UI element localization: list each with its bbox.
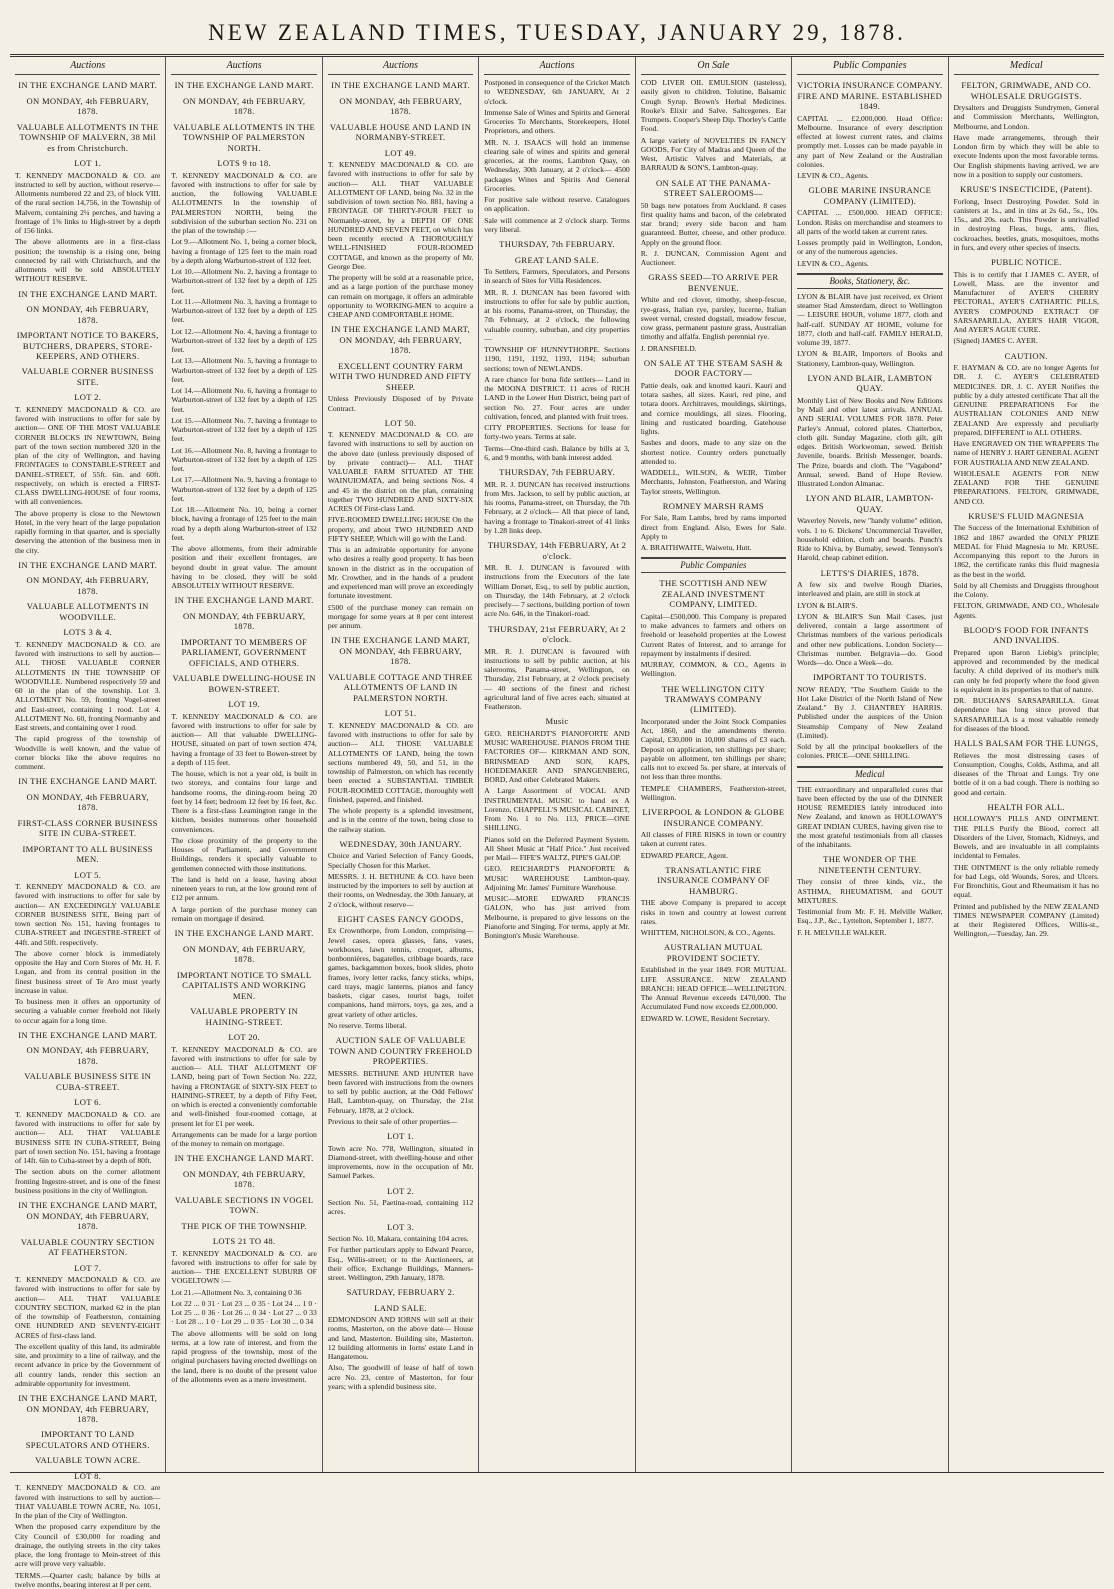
ad-heading: IN THE EXCHANGE LAND MART.: [174, 595, 314, 606]
masthead: NEW ZEALAND TIMES, TUESDAY, JANUARY 29, 1878.: [10, 10, 1104, 57]
ad-paragraph: CITY PROPERTIES. Sections for lease for forty-two years. Terms at sale.: [484, 423, 630, 442]
ad-paragraph: The property will be sold at a reasonable price, and as a large portion of the purchase money can remain on mortgage, it offers an admirable opportunity to WORKING-MEN to acquire a CHEAP AND COMFORTABLE HOME.: [327, 273, 474, 320]
columns: [10, 57, 1104, 1589]
ad-heading: SATURDAY, FEBRUARY 2.: [346, 1287, 455, 1298]
ad-signature: MURRAY, COMMON, & CO., Agents in Wellington.: [640, 660, 787, 679]
ad-heading: ON MONDAY, 4th FEBRUARY, 1878.: [26, 95, 149, 117]
ad-heading: EIGHT CASES FANCY GOODS,: [337, 913, 464, 924]
section-heading: Medical: [797, 766, 942, 782]
ad-heading: THE WELLINGTON CITY TRAMWAYS COMPANY (LIMITED).: [661, 683, 766, 715]
ad-heading: VALUABLE ALLOTMENTS IN THE TOWNSHIP OF MALVERN, 38 Mil es from Christchurch.: [16, 121, 159, 153]
ad-heading: AUSTRALIAN MUTUAL PROVIDENT SOCIETY.: [663, 942, 763, 963]
ad-signature: LEVIN & CO., Agents.: [797, 258, 869, 268]
ad-heading: TRANSATLANTIC FIRE INSURANCE COMPANY OF HAMBURG.: [657, 864, 770, 896]
ad-paragraph: WHOLESALE AGENTS FOR NEW ZEALAND FOR THE GENUINE PREPARATIONS. FELTON, GRIMWADE, AND CO.: [953, 468, 1099, 506]
ad-signature: (Signed) JAMES C. AYER.: [953, 336, 1038, 346]
ad-signature: EDWARD PEARCE, Agent.: [640, 850, 729, 860]
ad-paragraph: The section abuts on the corner allotment fronting Ingestre-street, and is one of the finest business positions in the city of Wellington.: [15, 1167, 161, 1195]
ad-heading: GRASS SEED—TO ARRIVE PER BENVENUE.: [648, 272, 779, 293]
ad-paragraph: TEMPLE CHAMBERS, Featherston-street, Wellington.: [640, 783, 787, 802]
ad-heading: VALUABLE DWELLING-HOUSE IN BOWEN-STREET.: [172, 673, 316, 694]
ad-paragraph: The excellent quality of this land, its admirable site, and proximity to a line of railway, and the recent advance in price by the Government of all country lands, render this section an admirable opportunity for investment.: [15, 1341, 161, 1388]
ad-paragraph: Section No. 10, Makara, containing 104 acres.: [327, 1234, 469, 1243]
ad-paragraph: T. KENNEDY MACDONALD & CO. are favored with instructions to sell by auction— ALL THOSE VALUABLE CORNER ALLOTMENTS IN THE TOWNSHIP OF WOODVILLE. Numbered respectively 59 and 60 in the plan of the township. Lot 3. ALLOTMENT No. 59, fronting Vogel-street and East-street, containing 1 rood. Lot 4. ALLOTMENT No. 60, fronting Normanby and East streets, and containing over 1 rood.: [15, 639, 161, 733]
ad-heading: ON MONDAY, 4th FEBRUARY, 1878.: [26, 575, 149, 596]
ad-heading: LOT 20.: [228, 1032, 260, 1043]
ad-paragraph: Relieves the most distressing cases of Consumption, Coughs, Colds, Asthma, and all diseases of the Throat and Lungs. Try one bottle of it on a bad cough. There is nothing so good and certain.: [953, 750, 1099, 797]
ad-heading: LIVERPOOL & LONDON & GLOBE INSURANCE COMPANY.: [642, 807, 785, 828]
ad-paragraph: The above allotments are in a first-class position; the township is a rising one, being connected by rail with Christchurch, and the allotments will be sold ABSOLUTELY WITHOUT RESERVE.: [15, 237, 161, 284]
ad-heading: ON MONDAY, 4th FEBRUARY, 1878.: [26, 304, 149, 325]
ad-heading: IN THE EXCHANGE LAND MART.: [18, 80, 158, 91]
ad-heading: LOT 19.: [228, 699, 260, 710]
ad-paragraph: The close proximity of the property to the Houses of Parliament, and Government Buildings, renders it specially valuable to gentlemen connected with those institutions.: [171, 835, 317, 873]
ad-heading: LOT 6.: [74, 1097, 102, 1108]
ad-paragraph: Drysalters and Druggists Sundrymen, General and Commission Merchants, Wellington, Melbourne, and London.: [953, 103, 1099, 131]
ad-heading: VALUABLE COTTAGE AND THREE ALLOTMENTS OF LAND IN PALMERSTON NORTH.: [328, 671, 473, 703]
ad-heading: ON MONDAY, 4th FEBRUARY, 1878.: [182, 1168, 306, 1190]
column-6: [792, 57, 948, 1472]
ad-paragraph: No reserve. Terms liberal.: [327, 1020, 407, 1030]
lot-line: Lot 22 ... 0 31 · Lot 23 ... 0 35 · Lot 24 ... 1 0 · Lot 25 ... 0 36 · Lot 26 ... 0 34 · Lot 27 ... 0 33 · Lot 28 ... 1 0 · Lot 29 ... 0 35 · Lot 30 ... 0 34: [171, 1298, 317, 1327]
ad-paragraph: Ex Crownthorpe, from London, comprising— Jewel cases, opera glasses, fans, vases, workboxes, lawn tennis, croquet, albums, bonbonnières, bagatelles, cribbage boards, race games, backgammon boxes, book slides, photo frames, ivory letter racks, fancy sticks, whips, card trays, magic lanterns, pianos and fancy baskets, cigar cases, tourist bags, toilet companions, hand mirrors, toys, ga zes, and a great variety of other articles.: [327, 926, 474, 1019]
ad-paragraph: This is an admirable opportunity for anyone who desires a really good property. It has been known in the district as in the occupation of Mr. Crowther, and in the hands of a prudent and experienced man will prove an exceedingly fortunate investment.: [327, 545, 474, 601]
ad-heading: ROMNEY MARSH RAMS: [662, 500, 765, 511]
column-2: [166, 57, 322, 1472]
ad-paragraph: T. KENNEDY MACDONALD & CO. are instructed to sell by auction, without reserve— Allotments numbered 22 and 23, of block VIII. of the rural section 14,756, in the Township of Malvern, containing 2¼ perches, and having a frontage of 1⅝ links to High-street by a depth of 156 links.: [15, 170, 161, 236]
ad-paragraph: Postponed in consequence of the Cricket Match to WEDNESDAY, 6th JANUARY, At 2 o'clock.: [484, 78, 630, 106]
ad-heading: EXCELLENT COUNTRY FARM WITH TWO HUNDRED AND FIFTY SHEEP.: [329, 360, 472, 392]
ad-heading: IN THE EXCHANGE LAND MART.: [331, 80, 471, 91]
ad-heading: THE SCOTTISH AND NEW ZEALAND INVESTMENT COMPANY, LIMITED.: [659, 578, 768, 610]
ad-heading: ON MONDAY, 4th FEBRUARY, 1878.: [182, 943, 306, 965]
ad-paragraph: Section No. 51, Paetina-road, containing 112 acres.: [327, 1198, 474, 1217]
ad-paragraph: TERMS.—Quarter cash; balance by bills at twelve months, bearing interest at 8 per cent.: [15, 1570, 161, 1589]
ad-paragraph: Capital—£500,000. This Company is prepared to make advances to farmers and others on freehold or leasehold properties at the Lowest Current Rates of Interest, and to arrange for repayment by instalments if desired.: [640, 611, 787, 658]
ad-heading: VALUABLE CORNER BUSINESS SITE.: [21, 366, 154, 387]
ad-paragraph: This is to certify that I JAMES C. AYER, of Lowell, Mass. are the inventor and Manufacturer of AYER'S CHERRY PECTORAL, AYER'S CATHARTIC PILLS, AYER'S COMPOUND EXTRACT OF SARSAPARILLA, AYER'S HAIR VIGOR, And AYER'S AGUE CURE.: [953, 269, 1099, 335]
ad-heading: PUBLIC NOTICE.: [990, 257, 1062, 268]
ad-heading: LYON AND BLAIR, LAMBTON QUAY.: [807, 372, 933, 394]
ad-paragraph: Town acre No. 778, Wellington, situated in Diamond-street, with dwelling-house and other improvements, now in the occupation of Mr. Samuel Parkes.: [327, 1143, 474, 1181]
ad-heading: ON SALE AT THE STEAM SASH & DOOR FACTORY—: [643, 357, 783, 379]
ad-paragraph: When the proposed carry expenditure by the City Council of £30,000 for roading and drainage, the outlying streets in the city takes place, the long frontage to Mein-street of this acre will prove very valuable.: [15, 1522, 161, 1569]
ad-heading: LOT 2.: [387, 1185, 415, 1196]
ad-heading: ON MONDAY, 4th FEBRUARY, 1878.: [26, 791, 149, 813]
ad-paragraph: LYON & BLAIR'S Sun Mail Cases, just delivered, contain a large assortment of Christmas numbers of the various periodicals and other new publications. London Society—Christmas number. Belgravia—do. Good Words—do. Once a Week—do.: [797, 611, 943, 667]
section-heading: Public Companies: [641, 557, 786, 573]
ad-paragraph: T. KENNEDY MACDONALD & CO. are favored with instructions to offer for sale by auction— ONE OF THE MOST VALUABLE CORNER BLOCKS IN NEWTOWN, Being part of the town section numbered 320 in the plan of the city of Wellington, and having FRONTAGES to CONSTABLE-STREET and DANIEL-STREET, of 55ft. 6in. and 60ft. respectively, on which is erected a FIRST-CLASS DWELLING-HOUSE of four rooms, with all conveniences.: [15, 404, 161, 507]
ad-heading: IN THE EXCHANGE LAND MART, ON MONDAY, 4th FEBRUARY, 1878.: [18, 1200, 158, 1232]
ad-paragraph: Pianos sold on the Deferred Payment System. All Sheet Music at "Half Price." Just received per Mail— FIFE'S WALTZ, PIPE'S GALOP.: [484, 834, 630, 863]
ad-heading: VALUABLE SECTIONS IN VOGEL TOWN.: [174, 1194, 314, 1216]
ad-paragraph: To business men it offers an opportunity of securing a valuable corner freehold not likely to occur again for a long time.: [15, 997, 161, 1025]
ad-heading: FIRST-CLASS CORNER BUSINESS SITE IN CUBA-STREET.: [17, 817, 158, 839]
ad-heading: ON SALE AT THE PANAMA-STREET SALEROOMS—: [655, 177, 771, 199]
ad-paragraph: The rapid progress of the township of Woodville is well known, and the value of corner blocks like the above requires no comment.: [15, 734, 161, 772]
ad-paragraph: THE above Company is prepared to accept risks in town and country at lowest current rates.: [640, 898, 787, 926]
ad-heading: VALUABLE COUNTRY SECTION AT FEATHERSTON.: [20, 1236, 155, 1258]
ad-heading: THURSDAY, 14th FEBRUARY, At 2 o'clock.: [487, 540, 627, 561]
ad-paragraph: Terms—One-third cash. Balance by bills at 3, 6, and 9 months, with bank interest added.: [484, 443, 630, 462]
ad-heading: KRUSE'S INSECTICIDE, (Patent).: [960, 184, 1093, 195]
ad-paragraph: MUSIC—MORE EDWARD FRANCIS GALON, who has just arrived from Melbourne, is prepared to give lessons on the Pianoforte and Singing. For terms, apply at Mr. Bonington's Music Warehouse.: [484, 894, 630, 941]
ad-paragraph: Sale will commence at 2 o'clock sharp. Terms very liberal.: [484, 215, 630, 234]
ad-paragraph: EDMONDSON AND IORNS will sell at their rooms, Masterton, on the above date— House and land, Masterton. Building site, Masterton. 12 building allotments in Iorns' estate Land in Hangatemou.: [327, 1315, 474, 1362]
ad-heading: VICTORIA INSURANCE COMPANY. FIRE AND MARINE. ESTABLISHED 1849.: [797, 80, 943, 112]
ad-paragraph: DR. BUCHAN'S SARSAPARILLA. Great dependence has long since proved that SARSAPARILLA is a most valuable remedy for diseases of the blood.: [953, 696, 1099, 733]
ad-paragraph: All classes of FIRE RISKS in town or country taken at current rates.: [640, 830, 787, 849]
ad-heading: GLOBE MARINE INSURANCE COMPANY (LIMITED).: [808, 185, 932, 206]
ad-signature: EDWARD W. LOWE, Resident Secretary.: [640, 1013, 770, 1023]
ad-heading: LOTS 21 TO 48.: [212, 1236, 276, 1247]
ad-heading: VALUABLE HOUSE AND LAND IN NORMANBY-STREET.: [329, 121, 472, 143]
ad-paragraph: CAPITAL ... £500,000. HEAD OFFICE: London. Risks on merchandise and steamers to all parts of the world taken at current rates.: [797, 208, 943, 236]
ad-signature: LEVIN & CO., Agents.: [797, 171, 869, 181]
ad-heading: THE WONDER OF THE NINETEENTH CENTURY.: [818, 854, 922, 875]
ad-paragraph: MR. R. J. DUNCAN is favoured with instructions to sell by public auction, at his salerooms, Panama-street, Wellington, on Thursday, 21st February, at 2 o'clock precisely— 40 sections of the finest and richest agricultural land of five acres each, situated at Featherston.: [484, 646, 630, 712]
lot-line: Lot 12.—Allotment No. 4, having a frontage to Warburton-street of 132 feet by a depth of 125 feet.: [171, 326, 317, 355]
ad-heading: LOTS 9 to 18.: [217, 158, 271, 169]
ad-paragraph: Previous to their sale of other properties—: [327, 1116, 458, 1126]
ad-heading: WEDNESDAY, 30th JANUARY.: [339, 838, 462, 849]
ad-heading: BLOOD'S FOOD FOR INFANTS AND INVALIDS.: [963, 624, 1089, 646]
ad-paragraph: LYON & BLAIR have just received, ex Orient steamer Stad Amsterdam, direct to Wellington— LEISURE HOUR, volume 1877, cloth and half-calf. SUNDAY AT HOME, volume for 1877, cloth and half-calf. FAMILY HERALD, volume 39, 1877.: [797, 291, 943, 348]
ad-paragraph: Prepared upon Baron Liebig's principle; approved and recommended by the medical faculty. A child deprived of its mother's milk can only be fed properly where the food given is equivalent in its properties to that of nature.: [953, 647, 1099, 694]
ad-paragraph: T. KENNEDY MACDONALD & CO. are favored with instructions to offer for sale by auction— All that valuable DWELLING-HOUSE, situated on part of town section 474, having a frontage of 33 feet to Bowen-street by a depth of 115 feet.: [171, 711, 317, 767]
ad-paragraph: T. KENNEDY MACDONALD & CO. are favored with instructions to offer for sale by auction, the following VALUABLE ALLOTMENTS In the township of PALMERSTON NORTH, being the subdivision of the suburban section No. 231 on the plan of the township :—: [171, 170, 317, 236]
ad-heading: IMPORTANT NOTICE TO BAKERS, BUTCHERS, DRAPERS, STORE-KEEPERS, AND OTHERS.: [16, 330, 159, 361]
ad-heading: AUCTION SALE OF VALUABLE TOWN AND COUNTRY FREEHOLD PROPERTIES.: [328, 1035, 473, 1067]
ad-heading: LOT 3.: [387, 1221, 415, 1232]
column-heading: Auctions: [484, 57, 629, 75]
ad-paragraph: MR. R. J. DUNCAN is favoured with instructions from the Executors of the late William Dorset, Esq., to sell by public auction, on Thursday, the 14th February, at 2 o'clock precisely— 7 sections, building portion of town acre No. 646, in the Tinakori-road.: [484, 563, 630, 619]
ad-heading: VALUABLE BUSINESS SITE IN CUBA-STREET.: [24, 1071, 152, 1092]
ad-heading: ON MONDAY, 4th FEBRUARY, 1878.: [182, 95, 306, 117]
ad-heading: VALUABLE TOWN ACRE.: [35, 1455, 141, 1466]
ad-paragraph: The above corner block is immediately opposite the Hay and Corn Stores of Mr. H. F. Logan, and from its central position in the finest business street of Te Aro must yearly increase in value.: [15, 948, 161, 995]
lot-line: Lot 14.—Allotment No. 6, having a frontage to Warburton-street of 132 feet by a depth of 125 feet.: [171, 386, 317, 414]
ad-paragraph: MESSRS. J. H. BETHUNE & CO. have been instructed by the importers to sell by auction at their rooms, on Wednesday, the 30th January, at 2 o'clock, without reserve—: [327, 871, 474, 909]
ad-paragraph: For further particulars apply to Edward Pearce, Esq., Willis-street; or to the Auctioneers, at their office, Exchange Buildings, Manners-street. Wellington, 29th January, 1878.: [327, 1245, 474, 1282]
ad-signature: LYON & BLAIR, Importers of Books and Stationery, Lambton-quay, Wellington.: [797, 349, 943, 368]
ad-heading: LOT 1.: [74, 158, 102, 169]
ad-paragraph: THE OINTMENT is the only reliable remedy for bad Legs, old Wounds, Sores, and Ulcers. For Bronchitis, Gout and Rheumatism it has no equal.: [953, 862, 1099, 900]
ad-heading: IN THE EXCHANGE LAND MART, ON MONDAY, 4th FEBRUARY, 1878.: [331, 324, 471, 356]
ad-paragraph: The land is held on a lease, having about nineteen years to run, at the low ground rent of £12 per annum.: [171, 874, 317, 903]
ad-heading: LYON AND BLAIR, LAMBTON-QUAY.: [805, 493, 934, 514]
ad-heading: LOT 51.: [384, 708, 417, 719]
ad-paragraph: A few six and twelve Rough Diaries, interleaved and plain, are still in stock at: [797, 580, 943, 599]
ad-heading: LOT 50.: [384, 417, 417, 428]
lot-line: Lot 13.—Allotment No. 5, having a frontage to Warburton-street of 132 feet by a depth of 125 feet.: [171, 356, 317, 384]
lot-line: Lot 16.—Allotment No. 8, having a frontage to Warburton-street of 132 feet by a depth of 125 feet.: [171, 445, 317, 474]
ad-paragraph: NOW READY, "The Southern Guide to the Hot Lake District of the North Island of New Zealand." By J. CHANTREY HARRIS. Published under the auspices of the Union Steamship Company of New Zealand (Limited).: [797, 684, 943, 740]
ad-heading: IN THE EXCHANGE LAND MART, ON MONDAY, 4th FEBRUARY, 1878.: [18, 1393, 158, 1424]
ad-paragraph: Testimonial from Mr. F. H. Melville Walker, Esq., J.P., &c., Lyttelton, September 1, 1877.: [797, 907, 943, 926]
ad-paragraph: Sashes and doors, made to any size on the shortest notice. Country orders punctually attended to.: [640, 438, 787, 466]
ad-paragraph: The whole property is a splendid investment, and is in the centre of the town, being close to the railway station.: [327, 806, 474, 834]
ad-paragraph: T. KENNEDY MACDONALD & CO. are favored with instructions to offer for sale by auction— ALL THOSE VALUABLE ALLOTMENTS OF LAND, being the town sections numbered 49, 50, and 51, in the township of Palmerston, on which has recently been erected a SUBSTANTIAL TIMBER FOUR-ROOMED COTTAGE, thoroughly well finished, papered, and finished.: [327, 720, 474, 804]
column-7: [949, 57, 1104, 1472]
ad-paragraph: T. KENNEDY MACDONALD & CO. are favored with instructions to sell by auction on the above date (unless previously disposed of by private contract)— ALL THAT VALUABLE FARM SITUATED AT THE WAINUIOMATA, and being sections Nos. 4 and 45 in the district on the plan, containing together TWO HUNDRED AND SIXTY-SIX ACRES Of First-class Land.: [327, 430, 474, 514]
ad-heading: LOT 1.: [387, 1131, 415, 1142]
lot-line: Lot 21.—Allotment No. 3, containing 0 36: [171, 1287, 302, 1297]
column-heading: Public Companies: [797, 57, 942, 75]
ad-paragraph: Waverley Novels, new "handy volume" edition, vols. 1 to 6. Dickens' Uncommercial Traveller, household edition, cloth and boards. Punch's Ride to Khiva, by Burnaby, sewed. Tennyson's Harold, cheap cabinet edition.: [797, 516, 943, 563]
ad-paragraph: A rare chance for bona fide settlers— Land in the MOONA DISTRICT. 11 acres of RICH LAND in the Lower Hutt District, being part of section No. 27. Four acres are under cultivation, fenced, and planted with fruit trees.: [484, 374, 630, 421]
ad-paragraph: Arrangements can be made for a large portion of the money to remain on mortgage.: [171, 1129, 317, 1149]
ad-heading: IMPORTANT TO LAND SPECULATORS AND OTHERS.: [25, 1429, 150, 1450]
ad-paragraph: 50 bags new potatoes from Auckland. 8 cases first quality hams and bacon, of the celebrated star brand; every side bacon and ham guaranteed. Butter, cheese, and other produce. Apply on the ground floor.: [640, 200, 787, 247]
ad-paragraph: The above allotments will be sold on long terms, at a low rate of interest, and from the rapid progress of the township, most of the original purchasers having erected dwellings on the land, there is no doubt of the present value of the allotments even as a mere investment.: [171, 1328, 317, 1384]
ad-paragraph: T. KENNEDY MACDONALD & CO. are favored with instructions to offer for sale by auction— ALL THAT ALLOTMENT OF LAND, being part of Town Section No. 222, having a FRONTAGE of SIXTY-SIX FEET to HAINING-STREET, by a depth of Fifty Feet, on which is erected a conveniently comfortable and well-finished four-roomed cottage, at present let for £1 per week.: [171, 1044, 317, 1128]
ad-heading: GREAT LAND SALE.: [514, 254, 600, 265]
ad-paragraph: CAPITAL ... £2,000,000. Head Office: Melbourne. Insurance of every description effected at lowest current rates, and claims promptly met. Losses can be made payable in any part of New Zealand or the Australian colonies.: [797, 113, 943, 169]
ad-heading: IN THE EXCHANGE LAND MART.: [18, 776, 158, 787]
ad-signature: R. J. DUNCAN, Commission Agent and Auctioneer.: [640, 248, 787, 268]
lot-line: Lot 11.—Allotment No. 3, having a frontage to Warburton-street of 132 feet by a depth of 125 feet.: [171, 296, 317, 325]
ad-heading: THE PICK OF THE TOWNSHIP.: [181, 1220, 307, 1231]
column-5: [636, 57, 792, 1472]
column-4: [479, 57, 635, 1472]
ad-heading: CAUTION.: [1004, 350, 1048, 361]
ad-heading: IN THE EXCHANGE LAND MART, ON MONDAY, 4th FEBRUARY, 1878.: [331, 635, 471, 667]
ad-paragraph: The above property is close to the Newtown Hotel, in the very heart of the large population rapidly forming in that quarter, and is specially deserving the attention of the business men in the city.: [15, 508, 161, 555]
ad-signature: WHITTEM, NICHOLSON, & CO., Agents.: [640, 928, 776, 938]
ad-heading: LOT 49.: [384, 147, 417, 158]
ad-heading: VALUABLE ALLOTMENTS IN WOODVILLE.: [26, 601, 149, 622]
ad-paragraph: Established in the year 1849. FOR MUTUAL LIFE ASSURANCE. NEW ZEALAND BRANCH: HEAD OFFICE—WELLINGTON. The Annual Revenue exceeds £470,000. The Accumulated Fund now exceeds £2,000,000.: [640, 965, 787, 1012]
ad-paragraph: Unless Previously Disposed of by Private Contract.: [327, 394, 474, 413]
ad-heading: ON MONDAY, 4th FEBRUARY, 1878.: [26, 1045, 149, 1066]
ad-paragraph: T. KENNEDY MACDONALD & CO. are favored with instructions to offer for sale by auction— AN EXCEEDINGLY VALUABLE CORNER BUSINESS SITE, Being part of town section No. 151, having frontages to CUBA-STREET and INGESTRE-STREET of 44ft. and 50ft. respectively.: [15, 882, 161, 947]
ad-heading: HEALTH FOR ALL.: [987, 801, 1065, 812]
ad-heading: IMPORTANT NOTICE TO SMALL CAPITALISTS AND WORKING MEN.: [176, 969, 312, 1001]
ad-heading: IN THE EXCHANGE LAND MART.: [174, 928, 314, 939]
column-heading: On Sale: [641, 57, 786, 75]
ad-paragraph: T. KENNEDY MACDONALD & CO. are favored with instructions to offer for sale by auction— ALL THAT VALUABLE ALLOTMENT OF LAND, being No. 32 in the subdivision of town section No. 881, having a FRONTAGE OF THIRTY-FOUR FEET to Normanby-street, by a DEPTH OF ONE HUNDRED AND SEVEN FEET, on which has been recently erected A THOROUGHLY WELL-FINISHED FOUR-ROOMED COTTAGE, and known as the property of Mr. George Dee.: [327, 160, 474, 271]
ad-paragraph: T. KENNEDY MACDONALD & CO. are favored with instructions to offer for sale by auction— ALL THAT VALUABLE BUSINESS SITE IN CUBA-STREET, Being part of town section No. 151, having a frontage of 14ft. 6in to Cuba-street by a depth of 80ft.: [15, 1109, 161, 1166]
ad-heading: LOT 7.: [74, 1262, 102, 1273]
ad-paragraph: T. KENNEDY MACDONALD & CO. are favored with instructions to offer for sale by auction— THE EXCELLENT SUBURB OF VOGELTOWN :—: [171, 1248, 317, 1286]
ad-paragraph: White and red clover, timothy, sheep-fescue, rye-grass, Italian rye, parsley, lucerne, Italian sweet vernal, crested dogstail, meadow fescue, cow grass, permanent pasture grass, Australian timothy and alfalfa. English perennial rye.: [640, 295, 787, 342]
section-heading: Books, Stationery, &c.: [797, 273, 942, 289]
column-heading: Auctions: [15, 57, 160, 75]
ad-heading: LOT 5.: [74, 869, 102, 880]
newspaper-page: [10, 10, 1104, 1589]
ad-heading: ON MONDAY, 4th FEBRUARY, 1878.: [182, 610, 306, 632]
ad-paragraph: Monthly List of New Books and New Editions by Mail and other latest arrivals. ANNUAL AND SERIAL VOLUMES FOR 1878. Peter Parley's Annual, colored plates. Chatterbox, cloth gilt. Sunday Magazine, cloth gilt, gilt edges. British Workwoman, sewed. British Juvenile, boards. British Messenger, boards. The Prize, boards and cloth. The "Vagabond" Annual, sewed. Band of Hope Review. Illustrated London Almanac.: [797, 395, 943, 489]
ad-paragraph: MESSRS. BETHUNE AND HUNTER have been favored with instructions from the owners to sell by public auction, at the Odd Fellows' Hall, Lambton-quay, on Thursday, the 21st February, 1878, at 2 o'clock.: [327, 1068, 474, 1115]
ad-paragraph: Losses promptly paid in Wellington, London, or any of the numerous agencies.: [797, 238, 943, 257]
ad-paragraph: Have ENGRAVED ON THE WRAPPERS The name of HENRY J. HART GENERAL AGENT FOR AUSTRALIA AND NEW ZEALAND.: [953, 439, 1099, 467]
ad-paragraph: Incorporated under the Joint Stock Companies Act, 1860, and the amendments thereto. Capital, £30,000 in 10,000 shares of £3 each. Deposit on application, ten shillings per share; payable on allotment, ten shillings per share; calls not to exceed 5s. per share, at intervals of not less than three months.: [640, 716, 787, 782]
lot-line: Lot 15.—Allotment No. 7, having a frontage to Warburton-street of 132 feet by a depth of 125 feet.: [171, 415, 317, 444]
ad-paragraph: For positive sale without reserve. Catalogues on application.: [484, 195, 630, 214]
ad-heading: THURSDAY, 7th FEBRUARY.: [499, 239, 615, 250]
ad-signature: A. BRAITHWAITE, Waiwetu, Hutt.: [640, 543, 752, 553]
ad-paragraph: THE extraordinary and unparalleled cures that have been effected by the use of the DINNER HOUSE REMEDIES lately introduced into New Zealand, and known as HOLLOWAY'S GREAT INDIAN CURES, having given rise to the most grateful testimonials from all classes of the inhabitants.: [797, 784, 943, 850]
ad-paragraph: FIVE-ROOMED DWELLING HOUSE On the property, and about TWO HUNDRED AND FIFTY SHEEP, Which will go with the Land.: [327, 515, 474, 543]
lot-line: Lot 10.—Allotment No. 2, having a frontage to Warburton-street of 132 feet by a depth of 125 feet.: [171, 267, 317, 295]
ad-paragraph: Sold by all the principal booksellers of the colonies. PRICE—ONE SHILLING.: [797, 742, 943, 761]
ad-heading: IN THE EXCHANGE LAND MART.: [174, 1153, 314, 1164]
ad-paragraph: MR. R. J. DUNCAN has been favored with instructions to offer for sale by public auction, at his rooms, Panama-street, on Thursday, the 7th February, at 2 o'clock, the following valuable country, suburban, and city properties—: [484, 287, 630, 343]
ad-heading: IMPORTANT TO MEMBERS OF PARLIAMENT, GOVERNMENT OFFICIALS, AND OTHERS.: [180, 636, 308, 668]
ad-heading: IN THE EXCHANGE LAND MART.: [18, 1029, 158, 1040]
ad-heading: LETTS'S DIARIES, 1878.: [820, 567, 920, 578]
ad-heading: IN THE EXCHANGE LAND MART.: [174, 80, 314, 91]
column-1: [10, 57, 166, 1589]
ad-paragraph: They consist of three kinds, viz., the ASTHMA, RHEUMATISM, and GOUT MIXTURES.: [797, 877, 943, 905]
ad-paragraph: Printed and published by the NEW ZEALAND TIMES NEWSPAPER COMPANY (Limited) at their Registered Offices, Willis-st., Wellington,—Tuesday, Jan. 29.: [953, 901, 1099, 939]
ad-paragraph: F. HAYMAN & CO. are no longer Agents for DR. J. C. AYER'S CELEBRATED MEDICINES. DR. J. C. AYER Notifies the public by a duly attested certificate That all the GENUINE PREPARATIONS For the AUSTRALIAN COLONIES AND NEW ZEALAND Are expressly and peculiarly prepared, DIFFERENT to ALL OTHERS.: [953, 363, 1099, 437]
ad-paragraph: A large portion of the purchase money can remain on mortgage if desired.: [171, 904, 317, 923]
ad-paragraph: £500 of the purchase money can remain on mortgage for some years at 8 per cent interest per annum.: [327, 602, 474, 631]
ad-paragraph: To Settlers, Farmers, Speculators, and Persons in search of Sites for Villa Residences.: [484, 267, 630, 286]
ad-heading: IN THE EXCHANGE LAND MART.: [18, 288, 158, 299]
ad-heading: KRUSE'S FLUID MAGNESIA: [968, 510, 1085, 521]
ad-heading: THURSDAY, 21st FEBRUARY, At 2 o'clock.: [488, 623, 626, 645]
ad-paragraph: TOWNSHIP OF HUNNYTHORPE. Sections 1190, 1191, 1192, 1193, 1194; suburban sections; town of NEWLANDS.: [484, 345, 630, 373]
lot-line: Lot 9.—Allotment No. 1, being a corner block, having a frontage of 125 feet to the main road by a depth along Warburton-street of 132 feet.: [171, 237, 317, 265]
ad-paragraph: Choice and Varied Selection of Fancy Goods, Specially Chosen for this Market.: [327, 851, 474, 870]
ad-heading: VALUABLE PROPERTY IN HAINING-STREET.: [190, 1006, 298, 1027]
ad-heading: Music: [545, 716, 569, 727]
ad-paragraph: MR. R. J. DUNCAN has received instructions from Mrs. Jackson, to sell by public auction, at his rooms, Panama-street, on Thursday, the 7th February, at 2 o'clock— All that piece of land, having a frontage to Tinakori-street of 41 links by 1.28 links deep.: [484, 479, 630, 535]
ad-paragraph: T. KENNEDY MACDONALD & CO. are favored with instructions to sell by auction— THAT VALUABLE TOWN ACRE, No. 1051, In the plan of the City of Wellington.: [15, 1483, 161, 1521]
ad-paragraph: Forlong, Insect Destroying Powder. Sold in canisters at 1s., and in tins at 2s 6d., 5s., 10s. 15s., and 20s. each. This Powder is unrivalled in destroying Fleas, bugs, ants, flies, cockroaches, beetles, gnats, mosquitoes, moths in furs, and every other species of insects.: [953, 196, 1099, 252]
ad-heading: THURSDAY, 7th FEBRUARY.: [499, 467, 615, 478]
ad-paragraph: The Success of the International Exhibition of 1862 and 1867 awarded the ONLY PRIZE MEDAL for Fluid Magnesia to Mr. KRUSE. Accompanying this report to the Jurors in 1862, the certificate ranks this fluid magnesia as the best in the world.: [953, 523, 1099, 579]
ad-paragraph: MR. N. J. ISAACS will hold an immense clearing sale of wines and spirits and general groceries, at the rooms, Lambton Quay, on Wednesday, 30th January, at 2 o'clock— 4500 packages Wines and Spirits And General Groceries.: [484, 137, 630, 193]
ad-signature: WADDELL, WILSON, & WEIR, Timber Merchants, Johnston, Featherston, and Waring Taylor streets, Wellington.: [640, 468, 787, 496]
column-heading: Auctions: [171, 57, 316, 75]
ad-paragraph: HOLLOWAY'S PILLS AND OINTMENT. THE PILLS Purify the Blood, correct all Disorders of the Liver, Stomach, Kidneys, and Bowels, and are invaluable in all complaints incidental to Females.: [953, 814, 1099, 861]
ad-paragraph: Sold by all Chemists and Druggists throughout the Colony.: [953, 580, 1099, 600]
column-heading: Auctions: [328, 57, 473, 75]
ad-heading: VALUABLE ALLOTMENTS IN THE TOWNSHIP OF PALMERSTON NORTH.: [173, 121, 316, 153]
ad-heading: HALLS BALSAM FOR THE LUNGS,: [954, 738, 1099, 749]
ad-heading: LOT 2.: [74, 392, 102, 403]
ad-signature: F. H. MELVILLE WALKER.: [797, 927, 887, 937]
ad-paragraph: A Large Assortment of VOCAL AND INSTRUMENTAL MUSIC to hand ex A Lorenzo, CHAPPELL'S MUSICAL CABINET, From No. 1 to No. 113, PRICE—ONE SHILLING.: [484, 786, 630, 833]
ad-paragraph: The above allotments, from their admirable position and their excellent frontages, are beyond doubt in great value. The amount having to be closed, they will be sold ABSOLUTELY WITHOUT RESERVE.: [171, 544, 317, 591]
ad-heading: LOTS 3 & 4.: [63, 627, 113, 638]
ad-heading: IN THE EXCHANGE LAND MART.: [18, 559, 158, 570]
ad-heading: FELTON, GRIMWADE, AND CO. WHOLESALE DRUGGISTS.: [961, 80, 1092, 101]
ad-paragraph: T. KENNEDY MACDONALD & CO. are favored with instructions to offer for sale by auction— ALL THAT VALUABLE COUNTRY SECTION, marked 62 in the plan of the township of Featherston, containing ONE HUNDRED AND SEVENTY-EIGHT ACRES of first-class land.: [15, 1275, 161, 1340]
column-heading: Medical: [954, 57, 1099, 75]
ad-heading: ON MONDAY, 4th FEBRUARY, 1878.: [339, 95, 462, 117]
ad-paragraph: Have made arrangements, through their London firm by which they will be able to execute Indents upon the most favorable terms. Our English shipments having arrived, we are now in a position to supply our customers.: [953, 132, 1099, 179]
ad-paragraph: COD LIVER OIL EMULSION (tasteless), easily given to children. Tolutine, Balsamic Cough Syrup. Brown's Herbal Medicines. Rooke's Elixir and Salve. Saltcegenes. Ear Trumpets. Cooper's Sheep Dip. Thorley's Cattle Food.: [640, 78, 787, 134]
ad-paragraph: GEO. REICHARDT'S PIANOFORTE AND MUSIC WAREHOUSE. PIANOS FROM THE FACTORIES OF— KIRKMAN AND SON, BRINSMEAD AND SON, KAPS, HOEDEMAKER AND SPANGENBERG, BORD, And other Celebrated Makers.: [484, 728, 630, 785]
lot-line: Lot 17.—Allotment No. 9, having a frontage to Warburton-street of 132 feet by a depth of 125 feet.: [171, 475, 317, 503]
ad-paragraph: A large variety of NOVELTIES IN FANCY GOODS, For City of Madras and Queen of the West, Artistic Valves and Materials, at BARRAUD & SON'S, Lambton-quay.: [640, 135, 787, 173]
ad-heading: LAND SALE.: [374, 1302, 427, 1313]
ad-paragraph: Also, The goodwill of lease of half of town acre No. 23, centre of Masterton, for four years; with a splendid business site.: [327, 1363, 474, 1391]
ad-paragraph: Pattie deals, oak and knotted kauri. Kauri and totara sashes, all sizes. Kauri, red pine, and totara doors. Architraves, mouldings, skirtings, and cornice mouldings, all sizes. Flooring, lining and rusticated boarding. Gatehouse lights.: [640, 380, 787, 437]
ad-paragraph: Immense Sale of Wines and Spirits and General Groceries To Merchants, Storekeepers, Hotel Proprietors, and others.: [484, 107, 630, 136]
ad-signature: J. DRANSFIELD.: [640, 343, 697, 353]
ad-paragraph: For Sale, Ram Lambs, bred by rams imported direct from England. Also, Ewes for Sale. Apply to: [640, 513, 787, 541]
ad-heading: IMPORTANT TO TOURISTS.: [812, 672, 927, 683]
ad-heading: IMPORTANT TO ALL BUSINESS MEN.: [22, 843, 153, 865]
column-3: [323, 57, 479, 1472]
ad-paragraph: GEO. REICHARDT'S PIANOFORTE & MUSIC WAREHOUSE Lambton-quay. Adjoining Mr. James' Furniture Warehouse.: [484, 864, 630, 892]
ad-paragraph: The house, which is not a year old, is built in two storeys, and contains four large and handsome rooms, the dining-room being 20 feet by 14 feet; bedroom 12 feet by 16 feet, &c. There is a first-class Leamington range in the kitchen, besides numerous other household conveniences.: [171, 769, 317, 834]
lot-line: Lot 18.—Allotment No. 10, being a corner block, having a frontage of 125 feet to the main road by a depth along Warburton-street of 132 feet.: [171, 505, 317, 542]
ad-heading: LOT 8.: [74, 1470, 102, 1481]
ad-signature: FELTON, GRIMWADE, AND CO., Wholesale Agents.: [953, 601, 1099, 620]
ad-signature: LYON & BLAIR'S.: [797, 600, 858, 610]
